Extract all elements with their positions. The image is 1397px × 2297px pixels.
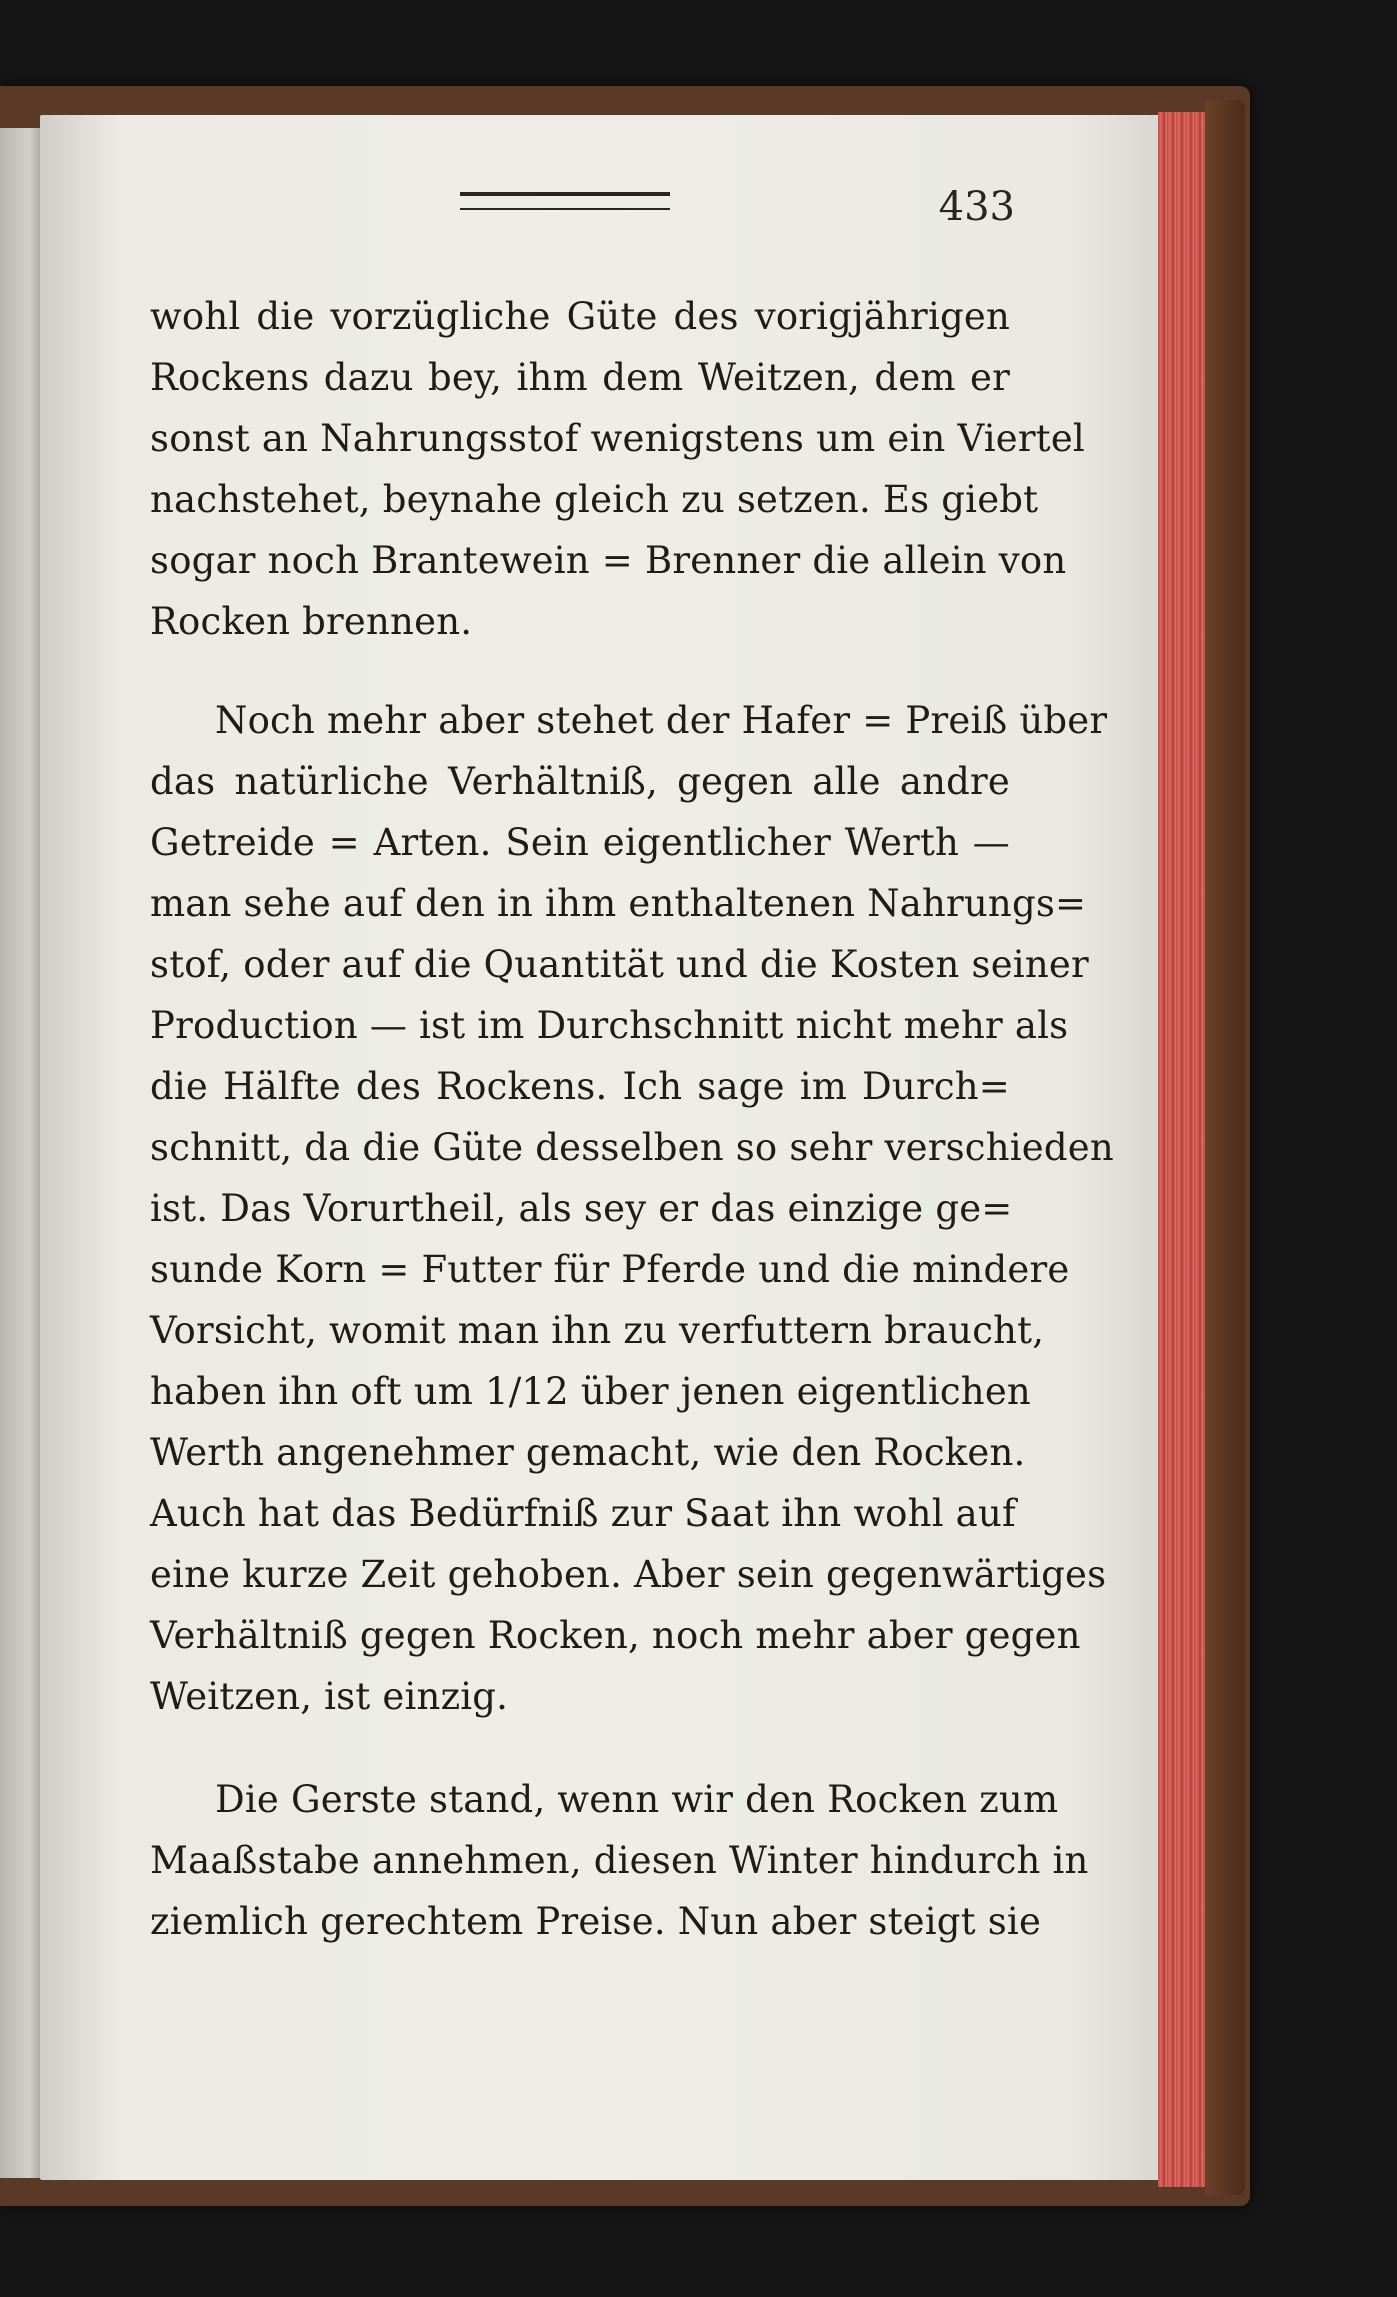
text-line: Verhältniß gegen Rocken, noch mehr aber gegen [150, 1614, 1081, 1657]
text-line: Auch hat das Bedürfniß zur Saat ihn wohl auf [150, 1492, 1016, 1535]
text-line: das natürliche Verhältniß, gegen alle andre [150, 760, 1010, 803]
paragraph-gap [150, 652, 1010, 690]
text-line: stof, oder auf die Quantität und die Kosten seiner [150, 943, 1089, 986]
text-line: Vorsicht, womit man ihn zu verfuttern braucht, [150, 1309, 1045, 1352]
text-line: Getreide = Arten. Sein eigentlicher Werth — [150, 821, 1010, 864]
text-line: Weitzen, ist einzig. [150, 1675, 509, 1718]
cover-edge [1205, 100, 1245, 2195]
text-line: Noch mehr aber stehet der Hafer = Preiß über [215, 699, 1108, 742]
facing-page-edge [0, 128, 42, 2178]
text-line: haben ihn oft um 1/12 über jenen eigentlichen [150, 1370, 1031, 1413]
header-rule [460, 192, 670, 210]
text-line: sonst an Nahrungsstof wenigstens um ein Viertel [150, 417, 1085, 460]
text-line: nachstehet, beynahe gleich zu setzen. Es giebt [150, 478, 1039, 521]
red-page-edges [1158, 112, 1208, 2187]
text-line: wohl die vorzügliche Güte des vorigjährigen [150, 295, 1010, 338]
text-line: Rockens dazu bey, ihm dem Weitzen, dem er [150, 356, 1010, 399]
text-line: eine kurze Zeit gehoben. Aber sein gegenwärtiges [150, 1553, 1107, 1596]
text-line: Rocken brennen. [150, 600, 473, 643]
text-line: Die Gerste stand, wenn wir den Rocken zum [215, 1778, 1059, 1821]
text-line: schnitt, da die Güte desselben so sehr verschieden [150, 1126, 1114, 1169]
text-line: Production — ist im Durchschnitt nicht mehr als [150, 1004, 1069, 1047]
text-line: Werth angenehmer gemacht, wie den Rocken. [150, 1431, 1026, 1474]
text-line: man sehe auf den in ihm enthaltenen Nahrungs= [150, 882, 1087, 925]
text-line: Maaßstabe annehmen, diesen Winter hindurch in [150, 1839, 1089, 1882]
text-line: die Hälfte des Rockens. Ich sage im Durch= [150, 1065, 1010, 1108]
text-line: sogar noch Brantewein = Brenner die allein von [150, 539, 1067, 582]
page-text [150, 286, 1114, 1952]
text-line: sunde Korn = Futter für Pferde und die mindere [150, 1248, 1070, 1291]
page-number: 433 [938, 184, 1015, 230]
text-line: ziemlich gerechtem Preise. Nun aber steigt sie [150, 1900, 1042, 1943]
text-line: ist. Das Vorurtheil, als sey er das einzige ge= [150, 1187, 1013, 1230]
paragraph-gap [150, 1727, 1010, 1769]
